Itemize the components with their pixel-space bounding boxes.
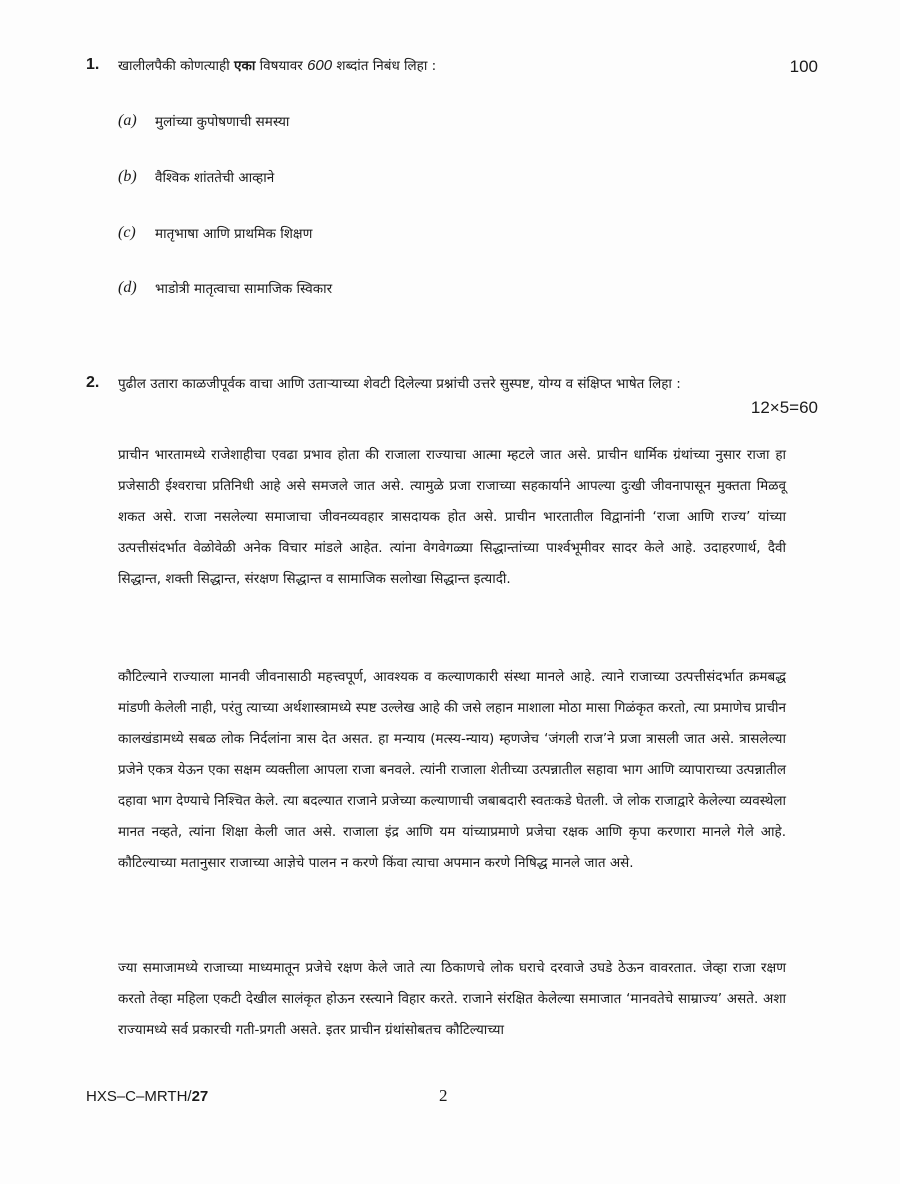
q1-word-count: 600 (307, 57, 333, 74)
q1-prompt-part: शब्दांत निबंध लिहा : (332, 58, 437, 74)
option-text: वैश्विक शांततेची आव्हाने (155, 170, 275, 186)
option-text: मातृभाषा आणि प्राथमिक शिक्षण (155, 226, 313, 242)
page-number: 2 (439, 1086, 448, 1105)
q1-number: 1. (86, 56, 100, 73)
paper-code-number: 27 (191, 1088, 209, 1105)
q1-prompt (118, 56, 436, 74)
q2-marks: 12×5=60 (750, 398, 818, 417)
option-label: (b) (118, 168, 137, 185)
q1-prompt-part: विषयावर (255, 58, 308, 74)
q1-prompt-bold: एका (234, 58, 256, 74)
option-label: (a) (118, 112, 137, 129)
q1-marks: 100 (789, 57, 818, 76)
paper-code (86, 1088, 208, 1105)
q1-prompt-part: खालीलपैकी कोणत्याही (118, 58, 234, 74)
q2-number: 2. (86, 374, 100, 391)
paper-code-prefix: HXS–C–MRTH/ (86, 1088, 192, 1105)
option-label: (c) (118, 224, 136, 241)
passage-paragraph: प्राचीन भारतामध्ये राजेशाहीचा एवढा प्रभाव होता की राजाला राज्याचा आत्मा म्हटले जात असे. प्राचीन धार्मिक ग्रंथांच्या नुसार राजा हा प्रजेसाठी ईश्वराचा प्रतिनिधी आहे असे समजले जात असे. त्यामुळे प्रजा राजाच्या सहकार्याने आपल्या दुःखी जीवनापासून मुक्तता मिळवू शकत असे. राजा नसलेल्या समाजाचा जीवनव्यवहार त्रासदायक होत असे. प्राचीन भारतातील विद्वानांनी ‘राजा आणि राज्य’ यांच्या उत्पत्तीसंदर्भात वेळोवेळी अनेक विचार मांडले आहेत. त्यांना वेगवेगळ्या सिद्धान्तांच्या पार्श्वभूमीवर सादर केले आहे. उदाहरणार्थ, दैवी सिद्धान्त, शक्ती सिद्धान्त, संरक्षण सिद्धान्त व सामाजिक सलोखा सिद्धान्त इत्यादी. (118, 447, 786, 587)
q2-prompt: पुढील उतारा काळजीपूर्वक वाचा आणि उताऱ्याच्या शेवटी दिलेल्या प्रश्नांची उत्तरे सुस्पष्ट, योग्य व संक्षिप्त भाषेत लिहा : (118, 376, 681, 392)
passage-paragraph: कौटिल्याने राज्याला मानवी जीवनासाठी महत्त्वपूर्ण, आवश्यक व कल्याणकारी संस्था मानले आहे. त्याने राजाच्या उत्पत्तीसंदर्भात क्रमबद्ध मांडणी केलेली नाही, परंतु त्याच्या अर्थशास्त्रामध्ये स्पष्ट उल्लेख आहे की जसे लहान माशाला मोठा मासा गिळंकृत करतो, त्या प्रमाणेच प्राचीन कालखंडामध्ये सबळ लोक निर्दलांना त्रास देत असत. हा मन्याय (मत्स्य-न्याय) म्हणजेच ‘जंगली राज’ने प्रजा त्रासली जात असे. त्रासलेल्या प्रजेने एकत्र येऊन एका सक्षम व्यक्तीला आपला राजा बनवले. त्यांनी राजाला शेतीच्या उत्पन्नातील सहावा भाग आणि व्यापाराच्या उत्पन्नातील दहावा भाग देण्याचे निश्चित केले. त्या बदल्यात राजाने प्रजेच्या कल्याणाची जबाबदारी स्वतःकडे घेतली. जे लोक राजाद्वारे केलेल्या व्यवस्थेला मानत नव्हते, त्यांना शिक्षा केली जात असे. राजाला इंद्र आणि यम यांच्याप्रमाणे प्रजेचा रक्षक आणि कृपा करणारा मानले गेले आहे. कौटिल्याच्या मतानुसार राजाच्या आज्ञेचे पालन न करणे किंवा त्याचा अपमान करणे निषिद्ध मानले जात असे. (118, 669, 786, 871)
option-label: (d) (118, 279, 137, 296)
option-text: भाडोत्री मातृत्वाचा सामाजिक स्विकार (155, 281, 333, 297)
passage-paragraph: ज्या समाजामध्ये राजाच्या माध्यमातून प्रजेचे रक्षण केले जाते त्या ठिकाणचे लोक घराचे दरवाजे उघडे ठेऊन वावरतात. जेव्हा राजा रक्षण करतो तेव्हा महिला एकटी देखील सालंकृत होऊन रस्त्याने विहार करते. राजाने संरक्षित केलेल्या समाजात ‘मानवतेचे साम्राज्य’ असते. अशा राज्यामध्ये सर्व प्रकारची गती-प्रगती असते. इतर प्राचीन ग्रंथांसोबतच कौटिल्याच्या (118, 960, 786, 1038)
option-text: मुलांच्या कुपोषणाची समस्या (155, 114, 290, 130)
